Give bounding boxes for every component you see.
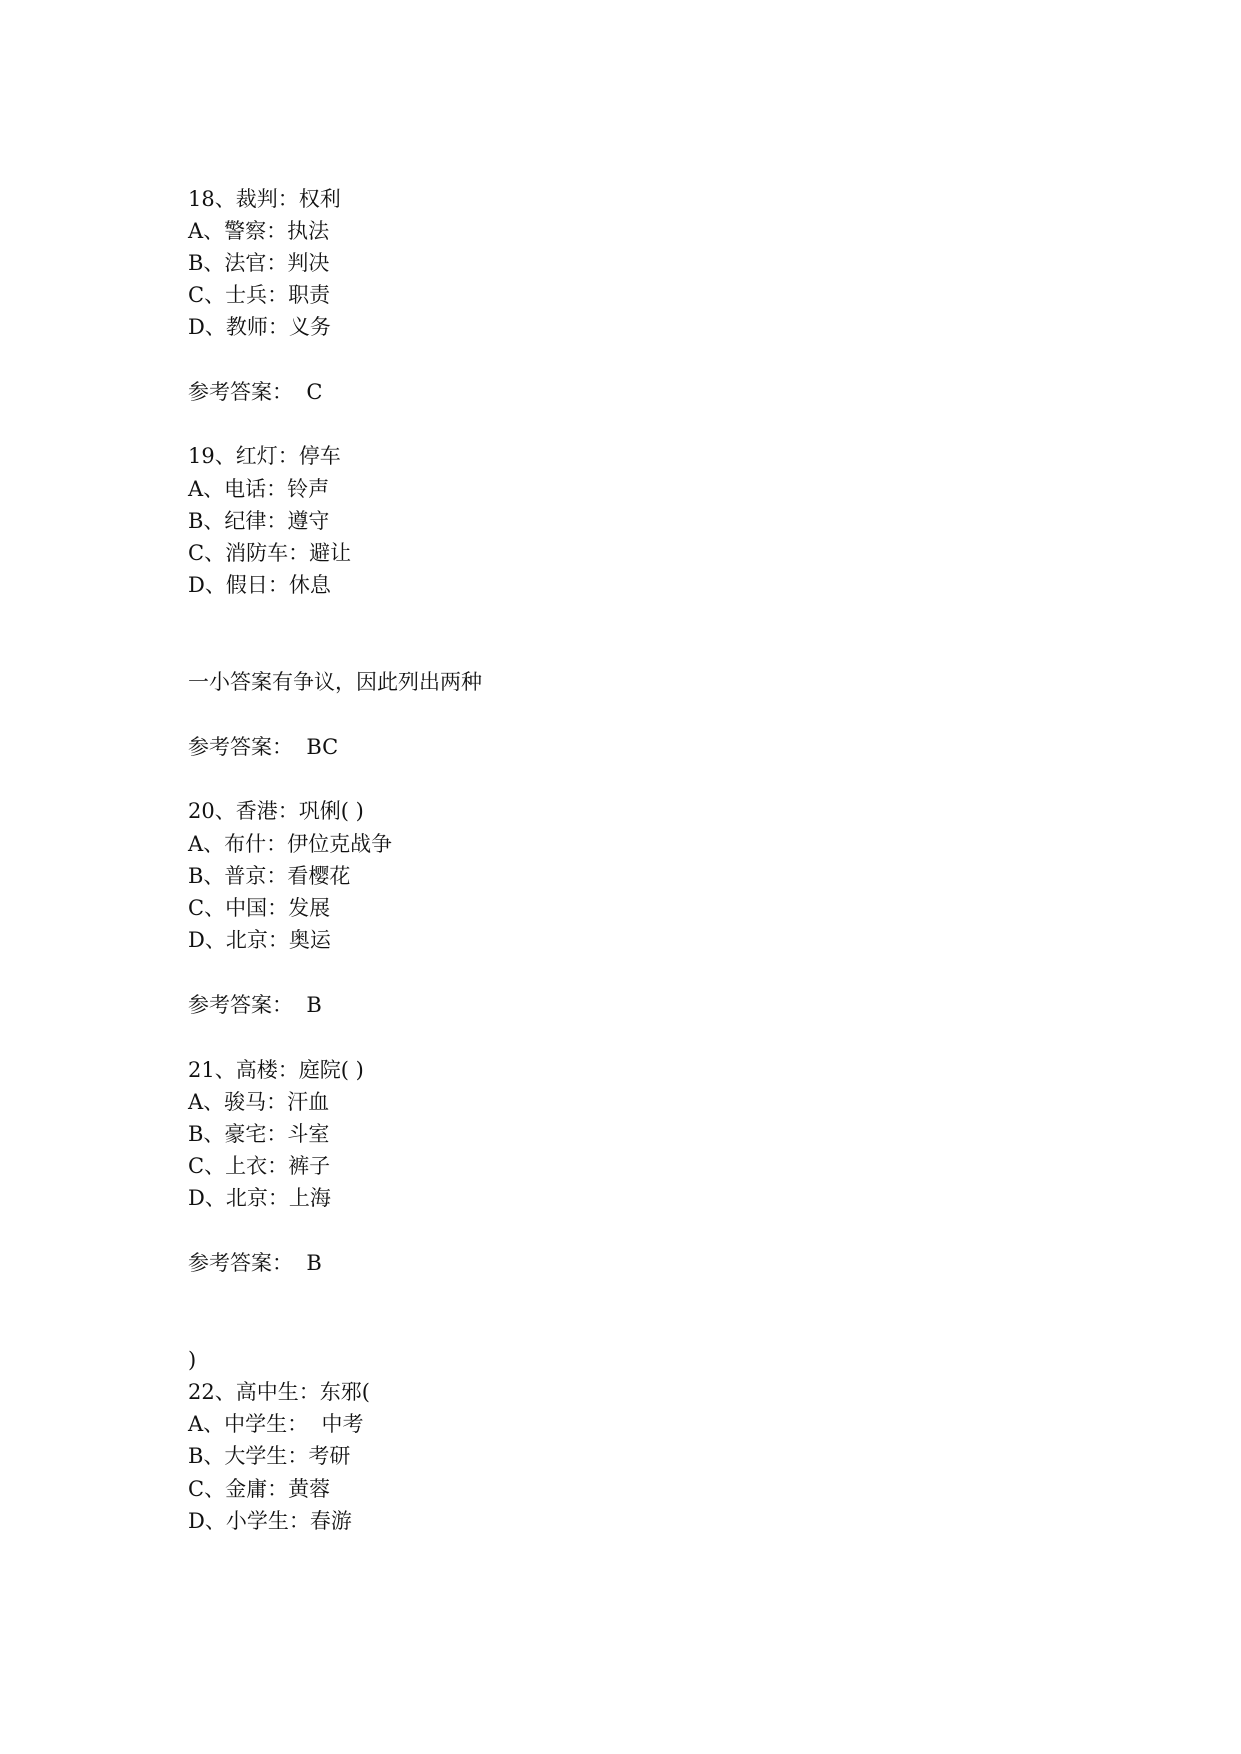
question-19-option-d: D、假日：休息 [188,573,331,597]
question-20-option-c: C、中国：发展 [188,896,331,920]
question-18-stem: 18、裁判：权利 [188,187,341,211]
question-22-option-c: C、金庸：黄蓉 [188,1477,331,1501]
question-20-answer: 参考答案： B [188,993,322,1017]
question-19-note: 一小答案有争议，因此列出两种 [188,670,482,694]
question-21-option-d: D、北京：上海 [188,1186,331,1210]
question-21-answer: 参考答案： B [188,1251,322,1275]
question-20-option-b: B、普京：看樱花 [188,864,351,888]
question-20-option-a: A、布什：伊位克战争 [188,832,393,856]
question-19-answer: 参考答案： BC [188,735,339,759]
question-18-option-d: D、教师：义务 [188,315,331,339]
question-22-option-d: D、小学生：春游 [188,1509,352,1533]
question-22-paren: ) [188,1348,197,1372]
question-19-option-a: A、电话：铃声 [188,477,330,501]
question-19-option-b: B、纪律：遵守 [188,509,330,533]
question-22-option-b: B、大学生：考研 [188,1444,351,1468]
question-18-option-b: B、法官：判决 [188,251,330,275]
question-19-option-c: C、消防车：避让 [188,541,352,565]
question-20-option-d: D、北京：奥运 [188,928,331,952]
question-22-option-a: A、中学生： 中考 [188,1412,364,1436]
question-21-stem: 21、高楼：庭院( ) [188,1058,364,1082]
question-18-answer: 参考答案： C [188,380,323,404]
question-18-option-a: A、警察：执法 [188,219,330,243]
question-21-option-b: B、豪宅：斗室 [188,1122,330,1146]
question-22-stem: 22、高中生：东邪( [188,1380,370,1404]
question-21-option-c: C、上衣：裤子 [188,1154,331,1178]
question-19-stem: 19、红灯：停车 [188,444,341,468]
question-20-stem: 20、香港：巩俐( ) [188,799,364,823]
question-18-option-c: C、士兵：职责 [188,283,331,307]
question-21-option-a: A、骏马：汗血 [188,1090,330,1114]
